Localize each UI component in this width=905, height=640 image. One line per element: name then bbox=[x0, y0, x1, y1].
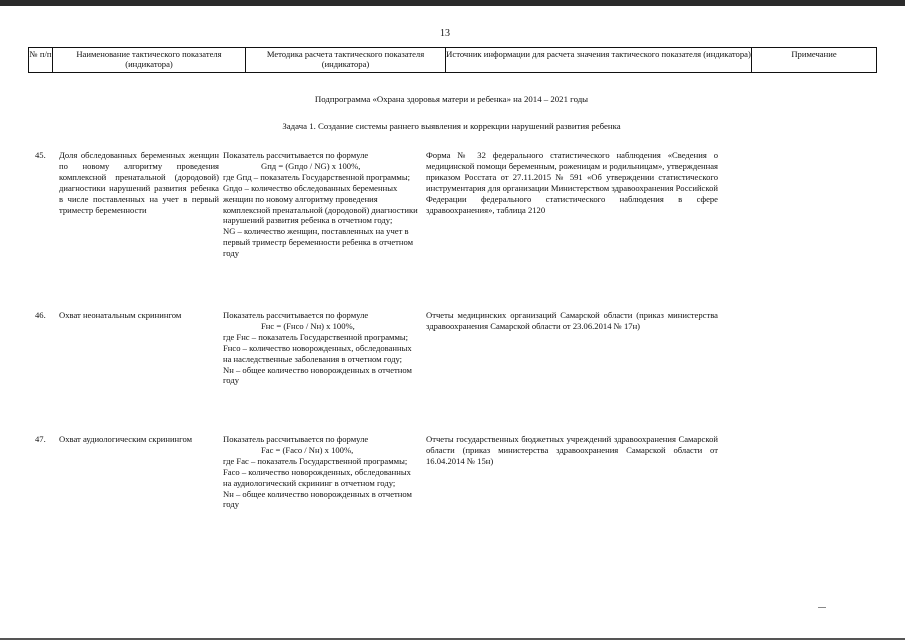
header-col-num: № п/п bbox=[29, 48, 53, 72]
method-line: Gпдо – количество обследованных беременных женщин по новому алгоритму проведения комплексной пренатальной (дородовой) диагностики нарушений развития ребенка в отчетном году; bbox=[223, 182, 420, 226]
formula: Fас = (Fасо / Nн) х 100%, bbox=[261, 444, 354, 455]
scan-mark bbox=[818, 607, 826, 608]
header-col-name: Наименование тактического показателя (индикатора) bbox=[53, 48, 246, 72]
method-line: Показатель рассчитывается по формуле bbox=[223, 150, 369, 160]
top-border bbox=[0, 0, 905, 6]
method-line: где Gпд – показатель Государственной программы; bbox=[223, 171, 411, 182]
calculation-method bbox=[223, 434, 420, 510]
information-source: Отчеты медицинских организаций Самарской области (приказ министерства здравоохранения Самарской области от 23.06.2014 № 17н) bbox=[426, 310, 718, 331]
header-col-source: Источник информации для расчета значения тактического показателя (индикатора) bbox=[446, 48, 752, 72]
method-line: Показатель рассчитывается по формуле bbox=[223, 434, 369, 444]
method-line: Nн – общее количество новорожденных в отчетном году bbox=[223, 364, 415, 386]
indicator-name: Охват аудиологическим скринингом bbox=[59, 434, 193, 444]
calculation-method bbox=[223, 150, 420, 259]
method-line: где Fас – показатель Государственной программы; bbox=[223, 455, 408, 466]
method-line: где Fнс – показатель Государственной программы; bbox=[223, 331, 409, 342]
page-number: 13 bbox=[440, 28, 450, 39]
task-title: Задача 1. Создание системы раннего выявления и коррекции нарушений развития ребенка bbox=[282, 121, 621, 131]
table-header bbox=[28, 47, 877, 73]
information-source: Отчеты государственных бюджетных учреждений здравоохранения Самарской области (приказ министерства здравоохранения Самарской области от 16.04.2014 № 15н) bbox=[426, 434, 718, 466]
method-line: Fнсо – количество новорожденных, обследованных на наследственные заболевания в отчетном году; bbox=[223, 342, 414, 364]
method-line: Показатель рассчитывается по формуле bbox=[223, 310, 369, 320]
header-col-method: Методика расчета тактического показателя (индикатора) bbox=[246, 48, 446, 72]
method-line: NG – количество женщин, поставленных на учет в первый триместр беременности ребенка в отчетном году bbox=[223, 226, 416, 259]
formula: Gпд = (Gпдо / NG) х 100%, bbox=[261, 160, 361, 171]
method-line: Fасо – количество новорожденных, обследованных на аудиологический скрининг в отчетном году; bbox=[223, 466, 414, 488]
formula: Fнс = (Fнсо / Nн) х 100%, bbox=[261, 320, 355, 331]
row-number: 47. bbox=[35, 434, 46, 444]
calculation-method bbox=[223, 310, 420, 386]
indicator-name: Доля обследованных беременных женщин по новому алгоритму проведения комплексной пренатальной (дородовой) диагностики нарушений развития ребенка в числе поставленных на учет в первый триместр беременности bbox=[59, 150, 219, 215]
row-number: 45. bbox=[35, 150, 46, 160]
subprogram-title: Подпрограмма «Охрана здоровья матери и ребенка» на 2014 – 2021 годы bbox=[314, 94, 589, 104]
indicator-name: Охват неонатальным скринингом bbox=[59, 310, 182, 320]
row-number: 46. bbox=[35, 310, 46, 320]
method-line: Nн – общее количество новорожденных в отчетном году bbox=[223, 488, 415, 510]
header-col-note: Примечание bbox=[791, 49, 837, 59]
information-source: Форма № 32 федерального статистического наблюдения «Сведения о медицинской помощи беременным, роженицам и родильницам», утвержденная приказом Росстата от 27.11.2015 № 591 «Об утверждении статистического инструментария для организации Министерством здравоохранения Российской Федерации федерального статистического наблюдения в сфере здравоохранения», таблица 2120 bbox=[426, 150, 718, 215]
